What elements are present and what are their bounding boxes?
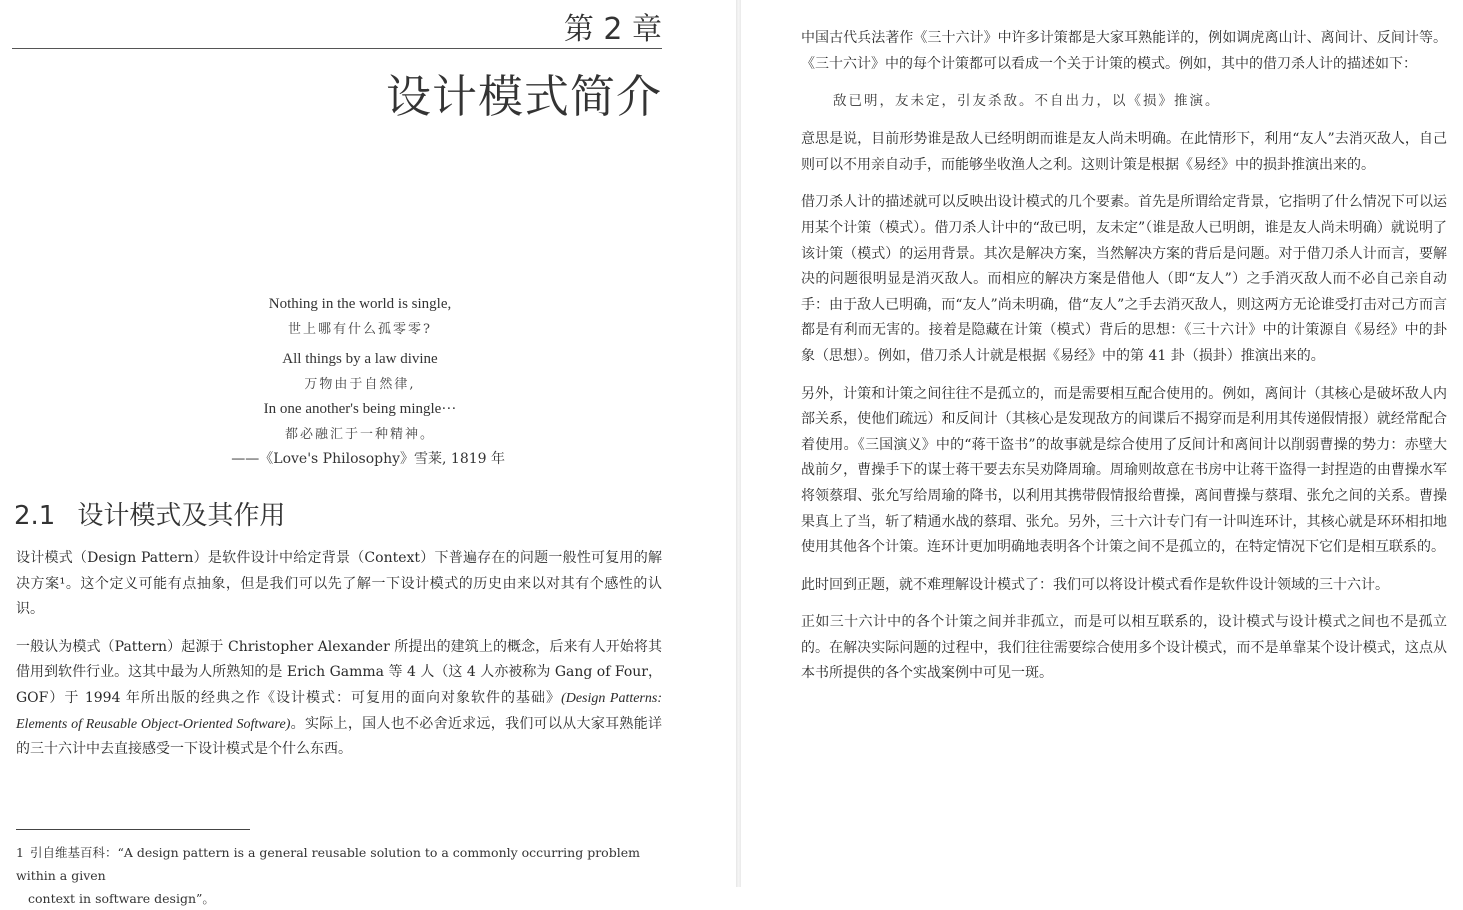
footnote-line2: context in software design”。 <box>28 891 215 906</box>
chapter-rule <box>12 48 662 49</box>
paragraph-meaning: 意思是说，目前形势谁是敌人已经明朗而谁是友人尚未明确。在此情形下，利用“友人”去消灭敌人，自己则可以不用亲自动手，而能够坐收渔人之利。这则计策是根据《易经》中的损卦推演出来的。 <box>801 131 1447 173</box>
epigraph-credit: ——《Love's Philosophy》雪莱, 1819 年 <box>231 451 505 467</box>
section-number: 2.1 <box>14 501 56 531</box>
epigraph-line1-zh: 世上哪有什么孤零零? <box>288 322 432 337</box>
epigraph-line3-en: In one another's being mingle··· <box>263 401 457 417</box>
footnote-line1: 引自维基百科：“A design pattern is a general reusable solution to a commonly occurring problem within a given <box>16 845 640 883</box>
paragraph-36-strategies: 中国古代兵法著作《三十六计》中许多计策都是大家耳熟能详的，例如调虎离山计、离间计、反间计等。《三十六计》中的每个计策都可以看成一个关于计策的模式。例如，其中的借刀杀人计的描述如下： <box>801 30 1447 72</box>
paragraph-related-patterns: 正如三十六计中的各个计策之间并非孤立，而是可以相互联系的，设计模式与设计模式之间也不是孤立的。在解决实际问题的过程中，我们往往需要综合使用多个设计模式，而不是单靠某个设计模式，这点从本书所提供的各个实战案例中可见一斑。 <box>801 614 1447 682</box>
right-page <box>742 0 1463 887</box>
footnote <box>16 841 666 910</box>
strategy-quote: 敌已明，友未定，引友杀敌。不自出力，以《损》推演。 <box>833 93 1221 110</box>
chapter-label: 第 2 章 <box>563 12 662 47</box>
epigraph-line2-en: All things by a law divine <box>282 351 438 367</box>
footnote-rule <box>16 829 250 830</box>
paragraph-conclusion: 此时回到正题，就不难理解设计模式了：我们可以将设计模式看作是软件设计领域的三十六计。 <box>801 576 1389 593</box>
paragraph-combination: 另外，计策和计策之间往往不是孤立的，而是需要相互配合使用的。例如，离间计（其核心是破坏敌人内部关系，使他们疏远）和反间计（其核心是发现敌方的间谍后不揭穿而是利用其传递假情报）就经常配合着使用。《三国演义》中的“蒋干盗书”的故事就是综合使用了反间计和离间计以削弱曹操的势力：赤壁大战前夕，曹操手下的谋士蒋干要去东吴劝降周瑜。周瑜则故意在书房中让蒋干盗得一封捏造的由曹操水军将领蔡瑁、张允写给周瑜的降书，以利用其携带假情报给曹操，离间曹操与蔡瑁、张允之间的关系。曹操果真上了当，斩了精通水战的蔡瑁、张允。另外，三十六计专门有一计叫连环计，其核心就是环环相扣地使用其他各个计策。连环计更加明确地表明各个计策之间不是孤立的，在特定情况下它们是相互联系的。 <box>801 385 1447 556</box>
book-title-english: (Design Patterns: Elements of Reusable Object-Oriented Software) <box>16 690 662 732</box>
page-gutter <box>736 0 741 887</box>
epigraph <box>150 292 570 472</box>
paragraph-definition: 设计模式（Design Pattern）是软件设计中给定背景（Context）下普遍存在的问题一般性可复用的解决方案¹。这个定义可能有点抽象，但是我们可以先了解一下设计模式的历史由来以对其有个感性的认识。 <box>16 550 662 618</box>
epigraph-line3-zh: 都必融汇于一种精神。 <box>284 427 435 442</box>
paragraph-origin <box>16 635 662 763</box>
epigraph-line2-zh: 万物由于自然律, <box>304 377 416 392</box>
paragraph-elements: 借刀杀人计的描述就可以反映出设计模式的几个要素。首先是所谓给定背景，它指明了什么情况下可以运用某个计策（模式）。借刀杀人计中的“敌已明，友未定”（谁是敌人已明朗，谁是友人尚未明确）就说明了该计策（模式）的运用背景。其次是解决方案，当然解决方案的背后是问题。对于借刀杀人计而言，要解决的问题很明显是消灭敌人。而相应的解决方案是借他人（即“友人”）之手消灭敌人而不必自己亲自动手：由于敌人已明确，而“友人”尚未明确，借“友人”之手去消灭敌人，则这两方无论谁受打击对己方而言都是有利而无害的。接着是隐藏在计策（模式）背后的思想：《三十六计》中的计策源自《易经》中的卦象（思想）。例如，借刀杀人计就是根据《易经》中的第 41 卦（损卦）推演出来的。 <box>801 194 1447 364</box>
section-heading <box>14 495 285 532</box>
epigraph-line1-en: Nothing in the world is single, <box>268 296 452 312</box>
chapter-title: 设计模式简介 <box>385 70 662 123</box>
footnote-number: 1 <box>16 845 24 860</box>
section-title: 设计模式及其作用 <box>77 501 286 531</box>
right-body <box>801 26 1447 699</box>
left-body <box>16 546 662 763</box>
paragraph-origin-tail: 。实际上，国人也不必舍近求远，我们可以从大家耳熟能详的三十六计中去直接感受一下设计模式是个什么东西。 <box>16 715 662 758</box>
paragraph-origin-main: 一般认为模式（Pattern）起源于 Christopher Alexander 所提出的建筑上的概念，后来有人开始将其借用到软件行业。这其中最为人所熟知的是 Erich Gamma 等 4 人（这 4 人亦被称为 Gang of Four，GOF）于 1994 年所出版的经典之作《设计模式：可复用的面向对象软件的基础》 <box>16 638 662 706</box>
